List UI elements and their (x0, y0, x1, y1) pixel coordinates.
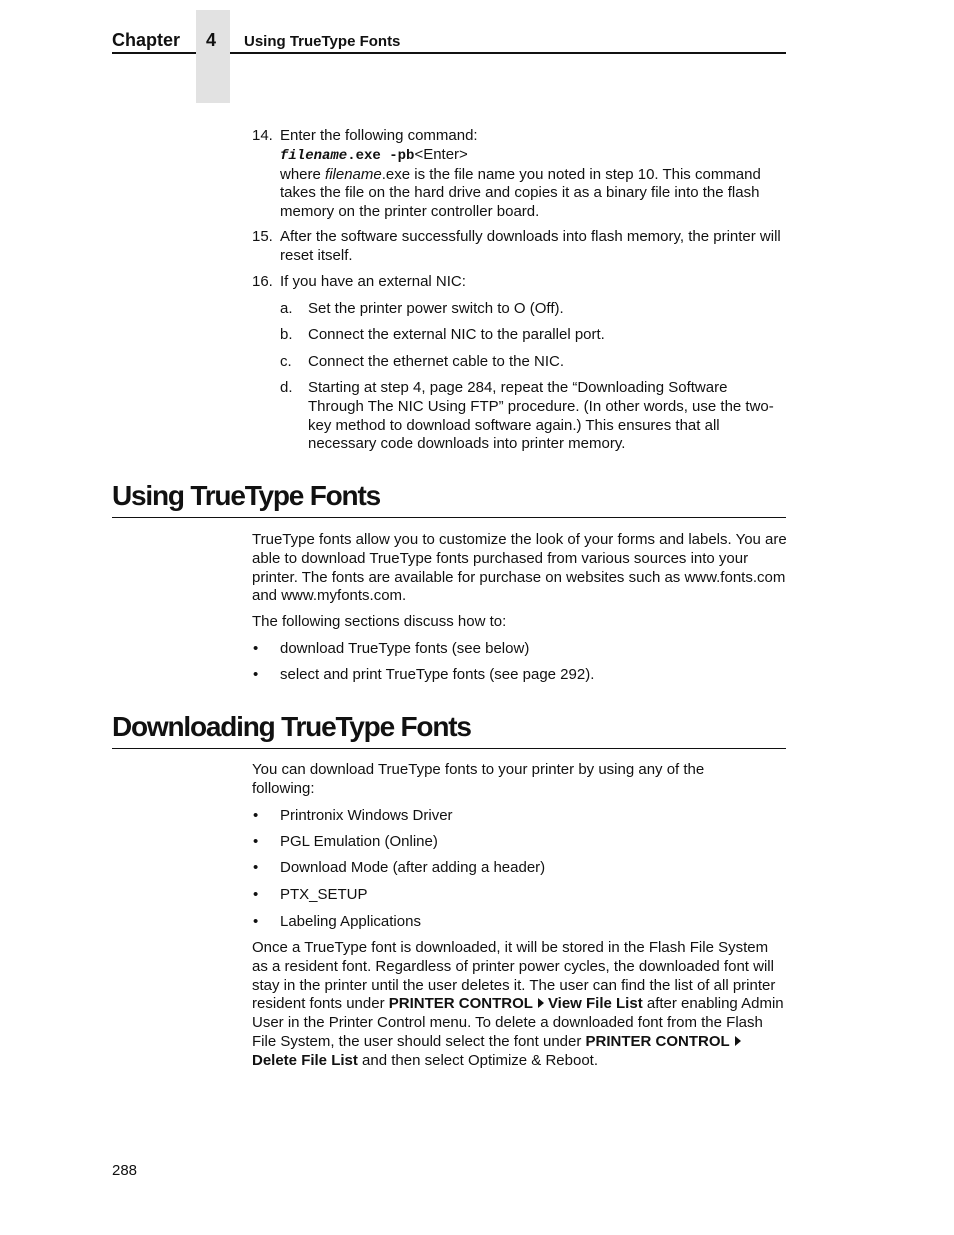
menu-path-delete-file-list: Delete File List (252, 1051, 358, 1069)
section-heading: Downloading TrueType Fonts (112, 711, 471, 742)
chapter-label: Chapter (112, 30, 181, 50)
section-paragraph: You can download TrueType fonts to your printer by using any of the following: (252, 761, 705, 797)
list-item: select and print TrueType fonts (see page 292). (280, 666, 595, 683)
filename-italic: filename (325, 165, 382, 183)
list-item: download TrueType fonts (see below) (280, 640, 530, 657)
menu-arrow-icon (538, 998, 544, 1008)
running-title: Using TrueType Fonts (244, 33, 401, 50)
header-rule-left (112, 52, 196, 54)
list-item: Labeling Applications (280, 913, 421, 930)
bullet-icon: • (253, 807, 259, 824)
heading-rule (112, 517, 786, 518)
section-heading: Using TrueType Fonts (112, 480, 380, 511)
section-paragraph: TrueType fonts allow you to customize the look of your forms and labels. You are able to download TrueType fonts purchased from various sources into your printer. The fonts are available for purchase on websites such as www.fonts.com and www.myfonts.com. (252, 531, 787, 605)
command-enter-key: <Enter> (414, 145, 468, 163)
step-16: If you have an external NIC: (280, 273, 466, 290)
bullet-icon: • (253, 859, 259, 876)
text-run: and then select Optimize & Reboot. (357, 1051, 599, 1069)
list-item: PGL Emulation (Online) (280, 833, 438, 850)
menu-path-printer-control: PRINTER CONTROL (585, 1032, 730, 1050)
step-description (280, 166, 790, 222)
step-number: 15. (252, 228, 273, 245)
chapter-tab (196, 10, 230, 103)
section-paragraph: The following sections discuss how to: (252, 613, 507, 630)
step-text: Enter the following command: (280, 127, 478, 144)
closing-paragraph (252, 939, 787, 1071)
header-rule-right (230, 52, 786, 54)
heading-rule (112, 748, 786, 749)
bullet-icon: • (253, 886, 259, 903)
step-15: After the software successfully downloads into flash memory, the printer will reset itself. (280, 228, 781, 264)
substep-letter: c. (280, 353, 292, 370)
list-item: Download Mode (after adding a header) (280, 859, 546, 876)
bullet-icon: • (253, 666, 259, 683)
step-number: 16. (252, 273, 273, 290)
menu-arrow-icon (735, 1036, 741, 1046)
substep-letter: a. (280, 300, 293, 317)
menu-path-printer-control: PRINTER CONTROL (388, 995, 533, 1013)
command-args: .exe -pb (347, 147, 415, 164)
substep-letter: b. (280, 326, 293, 343)
text-run: after enabling Admin User in the Printer Control menu. To delete a downloaded font from the Flash File System, the user should select the font under (252, 995, 784, 1050)
menu-path-view-file-list: View File List (547, 995, 643, 1013)
bullet-icon: • (253, 913, 259, 930)
step-14 (280, 127, 790, 222)
substep-c: Connect the ethernet cable to the NIC. (308, 353, 564, 370)
text-run: Once a TrueType font is downloaded, it will be stored in the Flash File System as a resident font. Regardless of printer power cycles, the downloaded font will stay in the printer until the user deletes it. The user can find the list of all printer resident fonts under (252, 939, 776, 1013)
text-run: where (280, 165, 326, 183)
bullet-icon: • (253, 833, 259, 850)
substep-letter: d. (280, 379, 293, 396)
command-filename: filename (280, 147, 348, 164)
text-run: .exe is the file name you noted in step 10. This command takes the file on the hard drive and copies it as a binary file into the flash memory on the printer controller board. (280, 165, 761, 221)
step-number: 14. (252, 127, 273, 144)
substep-d: Starting at step 4, page 284, repeat the “Downloading Software Through The NIC Using FTP” procedure. (In other words, use the two-key method to download software again.) This ensures that all necessary code downloads into printer memory. (308, 379, 774, 453)
chapter-number: 4 (206, 30, 217, 50)
bullet-icon: • (253, 640, 259, 657)
substep-a: Set the printer power switch to O (Off). (308, 300, 564, 317)
page-number: 288 (112, 1162, 138, 1179)
command-line (280, 146, 790, 166)
list-item: PTX_SETUP (280, 886, 368, 903)
list-item: Printronix Windows Driver (280, 807, 453, 824)
substep-b: Connect the external NIC to the parallel port. (308, 326, 605, 343)
